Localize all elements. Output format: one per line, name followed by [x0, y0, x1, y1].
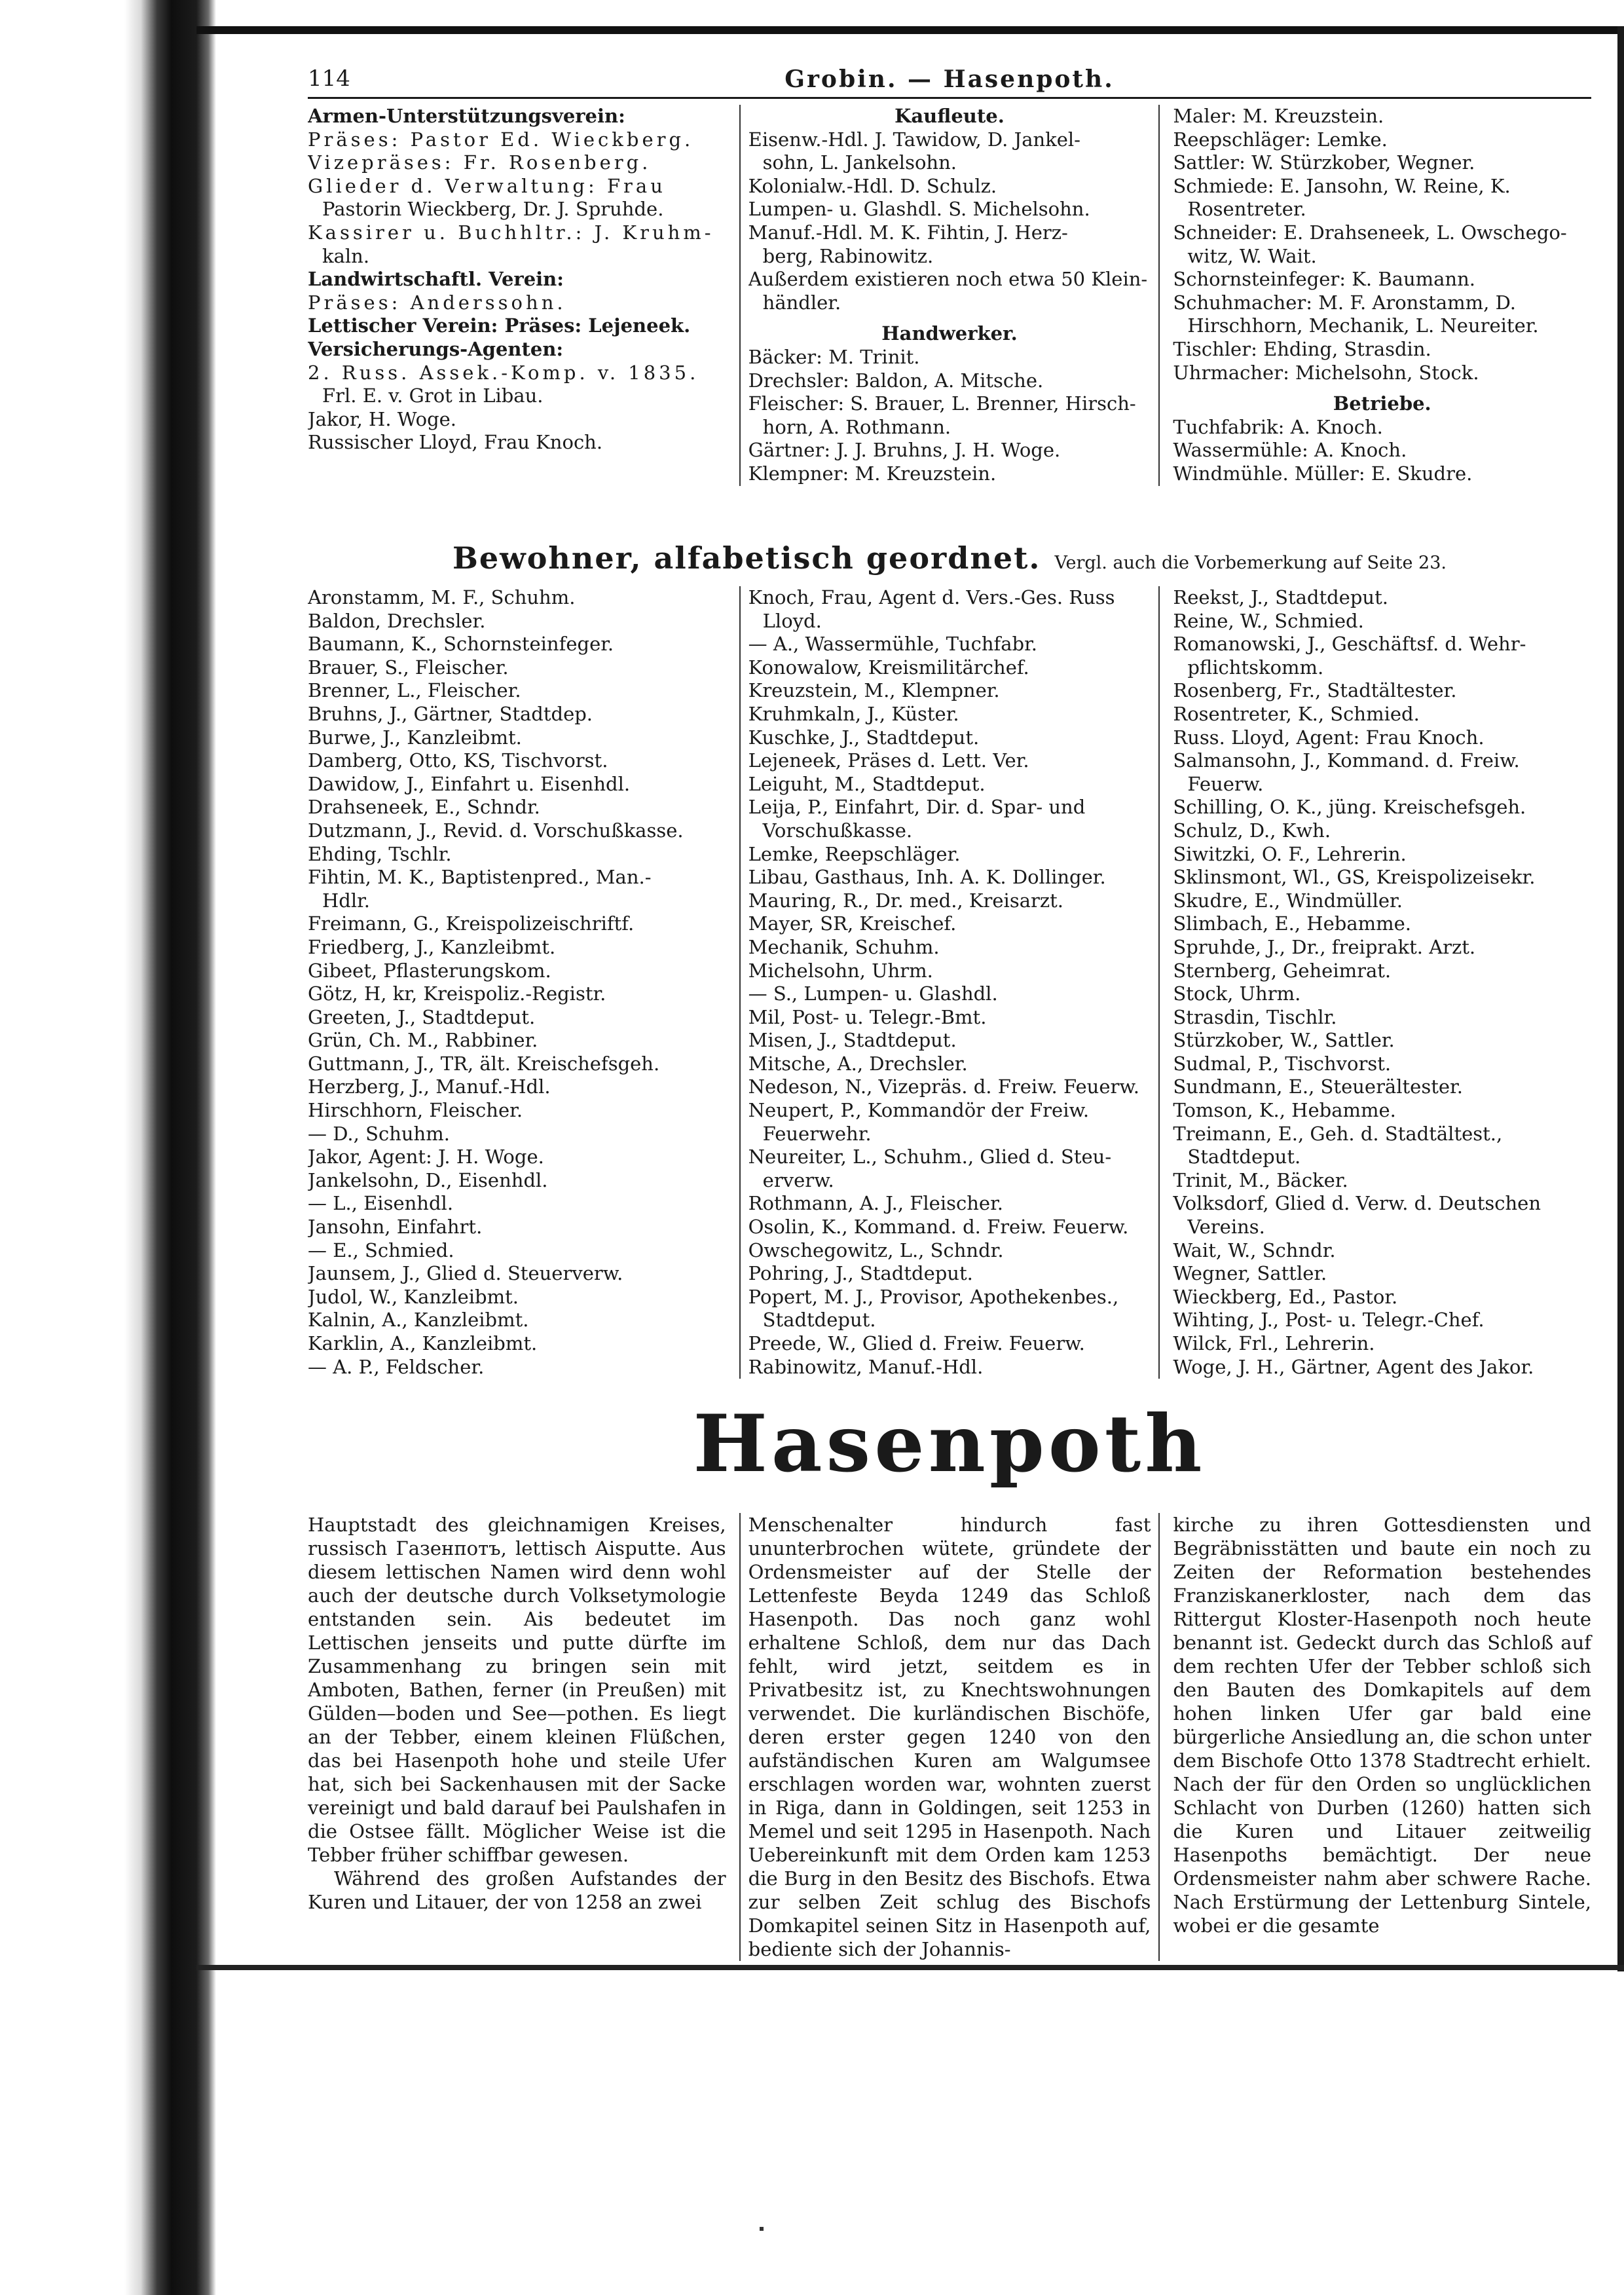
directory-entry: Wilck, Frl., Lehrerin. [1173, 1332, 1375, 1354]
directory-entry: Rosentreter. [1187, 198, 1306, 221]
directory-entry: Windmühle. Müller: E. Skudre. [1173, 462, 1473, 485]
directory-entry: Trinit, M., Bäcker. [1173, 1168, 1348, 1191]
directory-entry: Landwirtschaftl. Verein: [308, 268, 564, 291]
directory-entry: Jankelsohn, D., Eisenhdl. [308, 1168, 548, 1191]
directory-entry: Wieckberg, Ed., Pastor. [1173, 1285, 1398, 1308]
directory-entry: Bruhns, J., Gärtner, Stadtdep. [308, 702, 593, 725]
directory-entry: Slimbach, E., Hebamme. [1173, 912, 1411, 935]
directory-entry: Wait, W., Schndr. [1173, 1239, 1336, 1261]
page-number: 114 [308, 65, 350, 92]
directory-entry: Schornsteinfeger: K. Baumann. [1173, 268, 1476, 291]
town-history-section [308, 1513, 1591, 1961]
directory-entry: Freimann, G., Kreispolizeischriftf. [308, 912, 635, 935]
directory-entry: — A. P., Feldscher. [308, 1355, 485, 1378]
directory-entry: Hdlr. [322, 889, 371, 912]
directory-entry: Kolonialw.-Hdl. D. Schulz. [748, 174, 997, 197]
directory-entry: Misen, J., Stadtdeput. [748, 1029, 957, 1052]
directory-entry: Libau, Gasthaus, Inh. A. K. Dollinger. [748, 866, 1106, 889]
running-head: Grobin. — Hasenpoth. [784, 65, 1115, 93]
directory-entry: Salmansohn, J., Kommand. d. Freiw. [1173, 749, 1520, 772]
directory-entry: Kreuzstein, M., Klempner. [748, 679, 1000, 702]
directory-entry: Klempner: M. Kreuzstein. [748, 462, 997, 485]
directory-entry: Greeten, J., Stadtdeput. [308, 1005, 536, 1028]
directory-entry: Bäcker: M. Trinit. [748, 345, 920, 368]
directory-entry: Treimann, E., Geh. d. Stadtältest., [1173, 1122, 1503, 1145]
directory-entry: Karklin, A., Kanzleibmt. [308, 1332, 538, 1354]
directory-entry: Reekst, J., Stadtdeput. [1173, 586, 1388, 608]
directory-entry: — A., Wassermühle, Tuchfabr. [748, 633, 1037, 656]
directory-entry: Knoch, Frau, Agent d. Vers.-Ges. Russ [748, 586, 1115, 608]
directory-entry: Handwerker. [881, 322, 1018, 345]
directory-entry: Schmiede: E. Jansohn, W. Reine, K. [1173, 174, 1511, 197]
directory-entry: Rothmann, A. J., Fleischer. [748, 1192, 1003, 1215]
directory-entry: Reepschläger: Lemke. [1173, 128, 1388, 151]
directory-entry: Konowalow, Kreismilitärchef. [748, 656, 1029, 679]
header-rule [308, 97, 1591, 99]
directory-entry: Präses: Anderssohn. [308, 291, 566, 314]
directory-entry: Kruhmkaln, J., Küster. [748, 702, 959, 725]
directory-entry: Vorschußkasse. [762, 819, 913, 842]
directory-entry: Lettischer Verein: Präses: Lejeneek. [308, 314, 691, 337]
directory-entry: Leiguht, M., Stadtdeput. [748, 772, 986, 795]
residents-column-3 [1173, 586, 1591, 1379]
history-column-3 [1173, 1513, 1591, 1961]
scan-edge-bottom [196, 1965, 1624, 1970]
directory-entry: Siwitzki, O. F., Lehrerin. [1173, 842, 1407, 865]
directory-entry: händler. [762, 291, 841, 314]
directory-entry: Lumpen- u. Glashdl. S. Michelsohn. [748, 198, 1090, 221]
directory-entry: Stürzkober, W., Sattler. [1173, 1029, 1395, 1052]
directory-entry: Wassermühle: A. Knoch. [1173, 439, 1407, 462]
directory-entry: Skudre, E., Windmüller. [1173, 889, 1403, 912]
directory-entry: witz, W. Wait. [1187, 244, 1317, 267]
directory-entry: Brenner, L., Fleischer. [308, 679, 521, 702]
directory-entry: Fleischer: S. Brauer, L. Brenner, Hirsch- [748, 392, 1136, 415]
directory-entry: Mil, Post- u. Telegr.-Bmt. [748, 1005, 987, 1028]
directory-entry: Eisenw.-Hdl. J. Tawidow, D. Jankel- [748, 128, 1080, 151]
scan-edge-right [1617, 26, 1624, 1971]
directory-entry: Burwe, J., Kanzleibmt. [308, 726, 522, 749]
directory-entry: Pohring, J., Stadtdeput. [748, 1262, 973, 1285]
directory-entry: Gärtner: J. J. Bruhns, J. H. Woge. [748, 439, 1061, 462]
directory-entry: Wihting, J., Post- u. Telegr.-Chef. [1173, 1309, 1485, 1332]
directory-entry: Sklinsmont, Wl., GS, Kreispolizeisekr. [1173, 866, 1536, 889]
directory-top-section [308, 105, 1591, 486]
directory-entry: Drahseneek, E., Schndr. [308, 796, 540, 819]
directory-entry: Aronstamm, M. F., Schuhm. [308, 586, 576, 608]
directory-entry: Osolin, K., Kommand. d. Freiw. Feuerw. [748, 1216, 1129, 1239]
directory-entry: Feuerw. [1187, 772, 1264, 795]
directory-entry: sohn, L. Jankelsohn. [762, 151, 957, 174]
print-speck [760, 2227, 764, 2231]
directory-entry: Stadtdeput. [1187, 1146, 1301, 1168]
directory-entry: Armen-Unterstützungsverein: [308, 105, 625, 127]
directory-entry: Frl. E. v. Grot in Libau. [322, 384, 544, 407]
directory-entry: Guttmann, J., TR, ält. Kreischefsgeh. [308, 1052, 660, 1075]
residents-section [308, 586, 1591, 1379]
associations-column [308, 105, 726, 486]
directory-entry: Lejeneek, Präses d. Lett. Ver. [748, 749, 1029, 772]
directory-entry: Russischer Lloyd, Frau Knoch. [308, 431, 603, 454]
merchants-crafts-column [739, 105, 1160, 486]
directory-entry: Manuf.-Hdl. M. K. Fihtin, J. Herz- [748, 221, 1068, 244]
directory-entry: 2. Russ. Assek.-Komp. v. 1835. [308, 361, 699, 384]
directory-entry: horn, A. Rothmann. [762, 415, 951, 438]
directory-entry: Schulz, D., Kwh. [1173, 819, 1331, 842]
scan-edge-top [196, 26, 1624, 34]
directory-entry: Damberg, Otto, KS, Tischvorst. [308, 749, 608, 772]
directory-entry: Maler: M. Kreuzstein. [1173, 105, 1384, 127]
directory-entry: Judol, W., Kanzleibmt. [308, 1285, 519, 1308]
directory-entry: Versicherungs-Agenten: [308, 337, 564, 360]
directory-entry: Sternberg, Geheimrat. [1173, 959, 1392, 982]
history-column-2 [739, 1513, 1160, 1961]
directory-entry: Michelsohn, Uhrm. [748, 959, 933, 982]
directory-entry: Hirschhorn, Mechanik, L. Neureiter. [1187, 314, 1539, 337]
directory-entry: — S., Lumpen- u. Glashdl. [748, 982, 998, 1005]
directory-entry: Mauring, R., Dr. med., Kreisarzt. [748, 889, 1064, 912]
directory-entry: Gibeet, Pflasterungskom. [308, 959, 551, 982]
directory-entry: Kassirer u. Buchhltr.: J. Kruhm- [308, 221, 714, 244]
directory-entry: Vereins. [1187, 1216, 1265, 1239]
directory-entry: Rosenberg, Fr., Stadtältester. [1173, 679, 1457, 702]
directory-entry: Neureiter, L., Schuhm., Glied d. Steu- [748, 1146, 1112, 1168]
directory-entry: Glieder d. Verwaltung: Frau [308, 174, 666, 197]
directory-entry: pflichtskomm. [1187, 656, 1324, 679]
directory-entry: Preede, W., Glied d. Freiw. Feuerw. [748, 1332, 1085, 1354]
book-page [308, 52, 1592, 1960]
directory-entry: Mechanik, Schuhm. [748, 935, 940, 958]
directory-entry: Nedeson, N., Vizepräs. d. Freiw. Feuerw. [748, 1075, 1139, 1098]
directory-entry: — L., Eisenhdl. [308, 1192, 454, 1215]
directory-entry: Kuschke, J., Stadtdeput. [748, 726, 980, 749]
directory-entry: berg, Rabinowitz. [762, 244, 934, 267]
directory-entry: Stadtdeput. [762, 1309, 876, 1332]
directory-entry: Schilling, O. K., jüng. Kreischefsgeh. [1173, 796, 1526, 819]
directory-entry: Präses: Pastor Ed. Wieckberg. [308, 128, 694, 151]
directory-entry: Russ. Lloyd, Agent: Frau Knoch. [1173, 726, 1485, 749]
directory-entry: Hirschhorn, Fleischer. [308, 1099, 523, 1122]
directory-entry: erverw. [762, 1168, 834, 1191]
directory-entry: Kaufleute. [895, 105, 1005, 127]
town-title: Hasenpoth [693, 1398, 1206, 1490]
directory-entry: Strasdin, Tischlr. [1173, 1005, 1337, 1028]
directory-entry: Spruhde, J., Dr., freiprakt. Arzt. [1173, 935, 1476, 958]
directory-entry: Jakor, H. Woge. [308, 407, 457, 430]
directory-entry: Dutzmann, J., Revid. d. Vorschußkasse. [308, 819, 684, 842]
directory-entry: Fihtin, M. K., Baptistenpred., Man.- [308, 866, 652, 889]
directory-entry: Feuerwehr. [762, 1122, 872, 1145]
directory-entry: Tischler: Ehding, Strasdin. [1173, 337, 1431, 360]
residents-column-1 [308, 586, 726, 1379]
directory-entry: Neupert, P., Kommandör der Freiw. [748, 1099, 1090, 1122]
directory-entry: Stock, Uhrm. [1173, 982, 1301, 1005]
history-paragraph: Während des großen Aufstandes der Kuren und Litauer, der von 1258 an zwei [308, 1867, 726, 1913]
directory-entry: Sudmal, P., Tischvorst. [1173, 1052, 1392, 1075]
directory-entry: Jakor, Agent: J. H. Woge. [308, 1146, 544, 1168]
directory-entry: Friedberg, J., Kanzleibmt. [308, 935, 556, 958]
directory-entry: Rosentreter, K., Schmied. [1173, 702, 1420, 725]
history-paragraph: Menschenalter hindurch fast ununterbrochen wütete, gründete der Ordensmeister auf der Stelle der Lettenfeste Beyda 1249 das Schloß Hasenpoth. Das noch ganz wohl erhaltene Schloß, dem nur das Dach fehlt, wird jetzt, seitdem es in Privatbesitz ist, zu Knechtswohnungen verwendet. Die kurländischen Bischöfe, deren erster gegen 1240 von den aufständischen Kuren am Walgumsee erschlagen worden war, wohnten zuerst in Riga, dann in Goldingen, seit 1253 in Memel und seit 1295 in Hasenpoth. Nach Uebereinkunft mit dem Orden kam 1253 die Burg in den Besitz des Bischofs. Etwa zur selben Zeit schlug des Bischofs Domkapitel seinen Sitz in Hasenpoth auf, bediente sich der Johannis- [748, 1514, 1151, 1960]
directory-entry: Brauer, S., Fleischer. [308, 656, 509, 679]
directory-entry: Tomson, K., Hebamme. [1173, 1099, 1396, 1122]
directory-entry: Baumann, K., Schornsteinfeger. [308, 633, 614, 656]
directory-entry: — E., Schmied. [308, 1239, 454, 1261]
directory-entry: Jansohn, Einfahrt. [308, 1216, 483, 1239]
directory-entry: Leija, P., Einfahrt, Dir. d. Spar- und [748, 796, 1086, 819]
directory-entry: Lemke, Reepschläger. [748, 842, 961, 865]
directory-entry: Mayer, SR, Kreischef. [748, 912, 957, 935]
history-paragraph: kirche zu ihren Gottesdiensten und Begräbnisstätten und baute ein noch zu Zeiten der Reformation bestehendes Franziskanerkloster, nach dem das Rittergut Kloster-Hasenpoth noch heute benannt ist. Gedeckt durch das Schloß auf dem rechten Ufer der Tebber schloß sich den Bauten des Domkapitels auf dem hohen linken Ufer gar bald eine bürgerliche Ansiedlung an, die schon unter dem Bischofe Otto 1378 Stadtrecht erhielt. Nach der für den Orden so unglücklichen Schlacht von Durben (1260) hatten sich die Kuren und Litauer zeitweilig Hasenpoths bemächtigt. Der neue Ordensmeister nahm aber schwere Rache. Nach Erstürmung der Lettenburg Sintele, wobei er die gesamte [1173, 1514, 1592, 1937]
directory-entry: — D., Schuhm. [308, 1122, 450, 1145]
directory-entry: Dawidow, J., Einfahrt u. Eisenhdl. [308, 772, 631, 795]
directory-entry: Volksdorf, Glied d. Verw. d. Deutschen [1173, 1192, 1541, 1215]
directory-entry: Schneider: E. Drahseneek, L. Owschego- [1173, 221, 1567, 244]
directory-entry: Sundmann, E., Steuerältester. [1173, 1075, 1463, 1098]
directory-entry: Romanowski, J., Geschäftsf. d. Wehr- [1173, 633, 1526, 656]
directory-entry: Kalnin, A., Kanzleibmt. [308, 1309, 529, 1332]
directory-entry: Wegner, Sattler. [1173, 1262, 1327, 1285]
directory-entry: Tuchfabrik: A. Knoch. [1173, 415, 1383, 438]
directory-entry: Woge, J. H., Gärtner, Agent des Jakor. [1173, 1355, 1534, 1378]
directory-entry: Popert, M. J., Provisor, Apothekenbes., [748, 1285, 1119, 1308]
directory-entry: Owschegowitz, L., Schndr. [748, 1239, 1004, 1261]
directory-entry: Jaunsem, J., Glied d. Steuerverw. [308, 1262, 623, 1285]
directory-entry: Lloyd. [762, 609, 822, 632]
residents-title: Bewohner, alfabetisch geordnet. [452, 540, 1041, 576]
directory-entry: Vizepräses: Fr. Rosenberg. [308, 151, 652, 174]
directory-entry: Sattler: W. Stürzkober, Wegner. [1173, 151, 1475, 174]
directory-entry: Baldon, Drechsler. [308, 609, 486, 632]
history-column-1 [308, 1513, 726, 1961]
directory-entry: kaln. [322, 244, 370, 267]
residents-heading [308, 540, 1591, 580]
history-paragraph: Hauptstadt des gleichnamigen Kreises, russisch Газенпотъ, lettisch Aisputte. Aus diesem lettischen Namen wird denn wohl auch der deutsche durch Volksetymologie entstanden sein. Ais bedeutet im Lettischen jenseits und putte dürfte im Zusammenhang zu bringen sein mit Amboten, Bathen, ferner (in Preußen) mit Gülden—boden und See—pothen. Es liegt an der Tebber, einem kleinen Flüßchen, das bei Hasenpoth hohe und steile Ufer hat, sich bei Sackenhausen mit der Sacke vereinigt und bald darauf bei Paulshafen in die Ostsee fällt. Möglicher Weise ist die Tebber früher schiffbar gewesen. [308, 1514, 726, 1866]
residents-note: Vergl. auch die Vorbemerkung auf Seite 23. [1054, 553, 1447, 573]
crafts-businesses-column [1173, 105, 1591, 486]
directory-entry: Schuhmacher: M. F. Aronstamm, D. [1173, 291, 1517, 314]
directory-entry: Herzberg, J., Manuf.-Hdl. [308, 1075, 551, 1098]
directory-entry: Rabinowitz, Manuf.-Hdl. [748, 1355, 984, 1378]
directory-entry: Grün, Ch. M., Rabbiner. [308, 1029, 538, 1052]
book-binding-shadow [0, 0, 216, 2295]
directory-entry: Götz, H, kr, Kreispoliz.-Registr. [308, 982, 606, 1005]
directory-entry: Ehding, Tschlr. [308, 842, 452, 865]
directory-entry: Außerdem existieren noch etwa 50 Klein- [748, 268, 1148, 291]
directory-entry: Drechsler: Baldon, A. Mitsche. [748, 369, 1044, 392]
directory-entry: Mitsche, A., Drechsler. [748, 1052, 968, 1075]
directory-entry: Uhrmacher: Michelsohn, Stock. [1173, 361, 1479, 384]
directory-entry: Pastorin Wieckberg, Dr. J. Spruhde. [322, 198, 664, 221]
residents-column-2 [739, 586, 1160, 1379]
directory-entry: Reine, W., Schmied. [1173, 609, 1364, 632]
directory-entry: Betriebe. [1333, 392, 1431, 415]
